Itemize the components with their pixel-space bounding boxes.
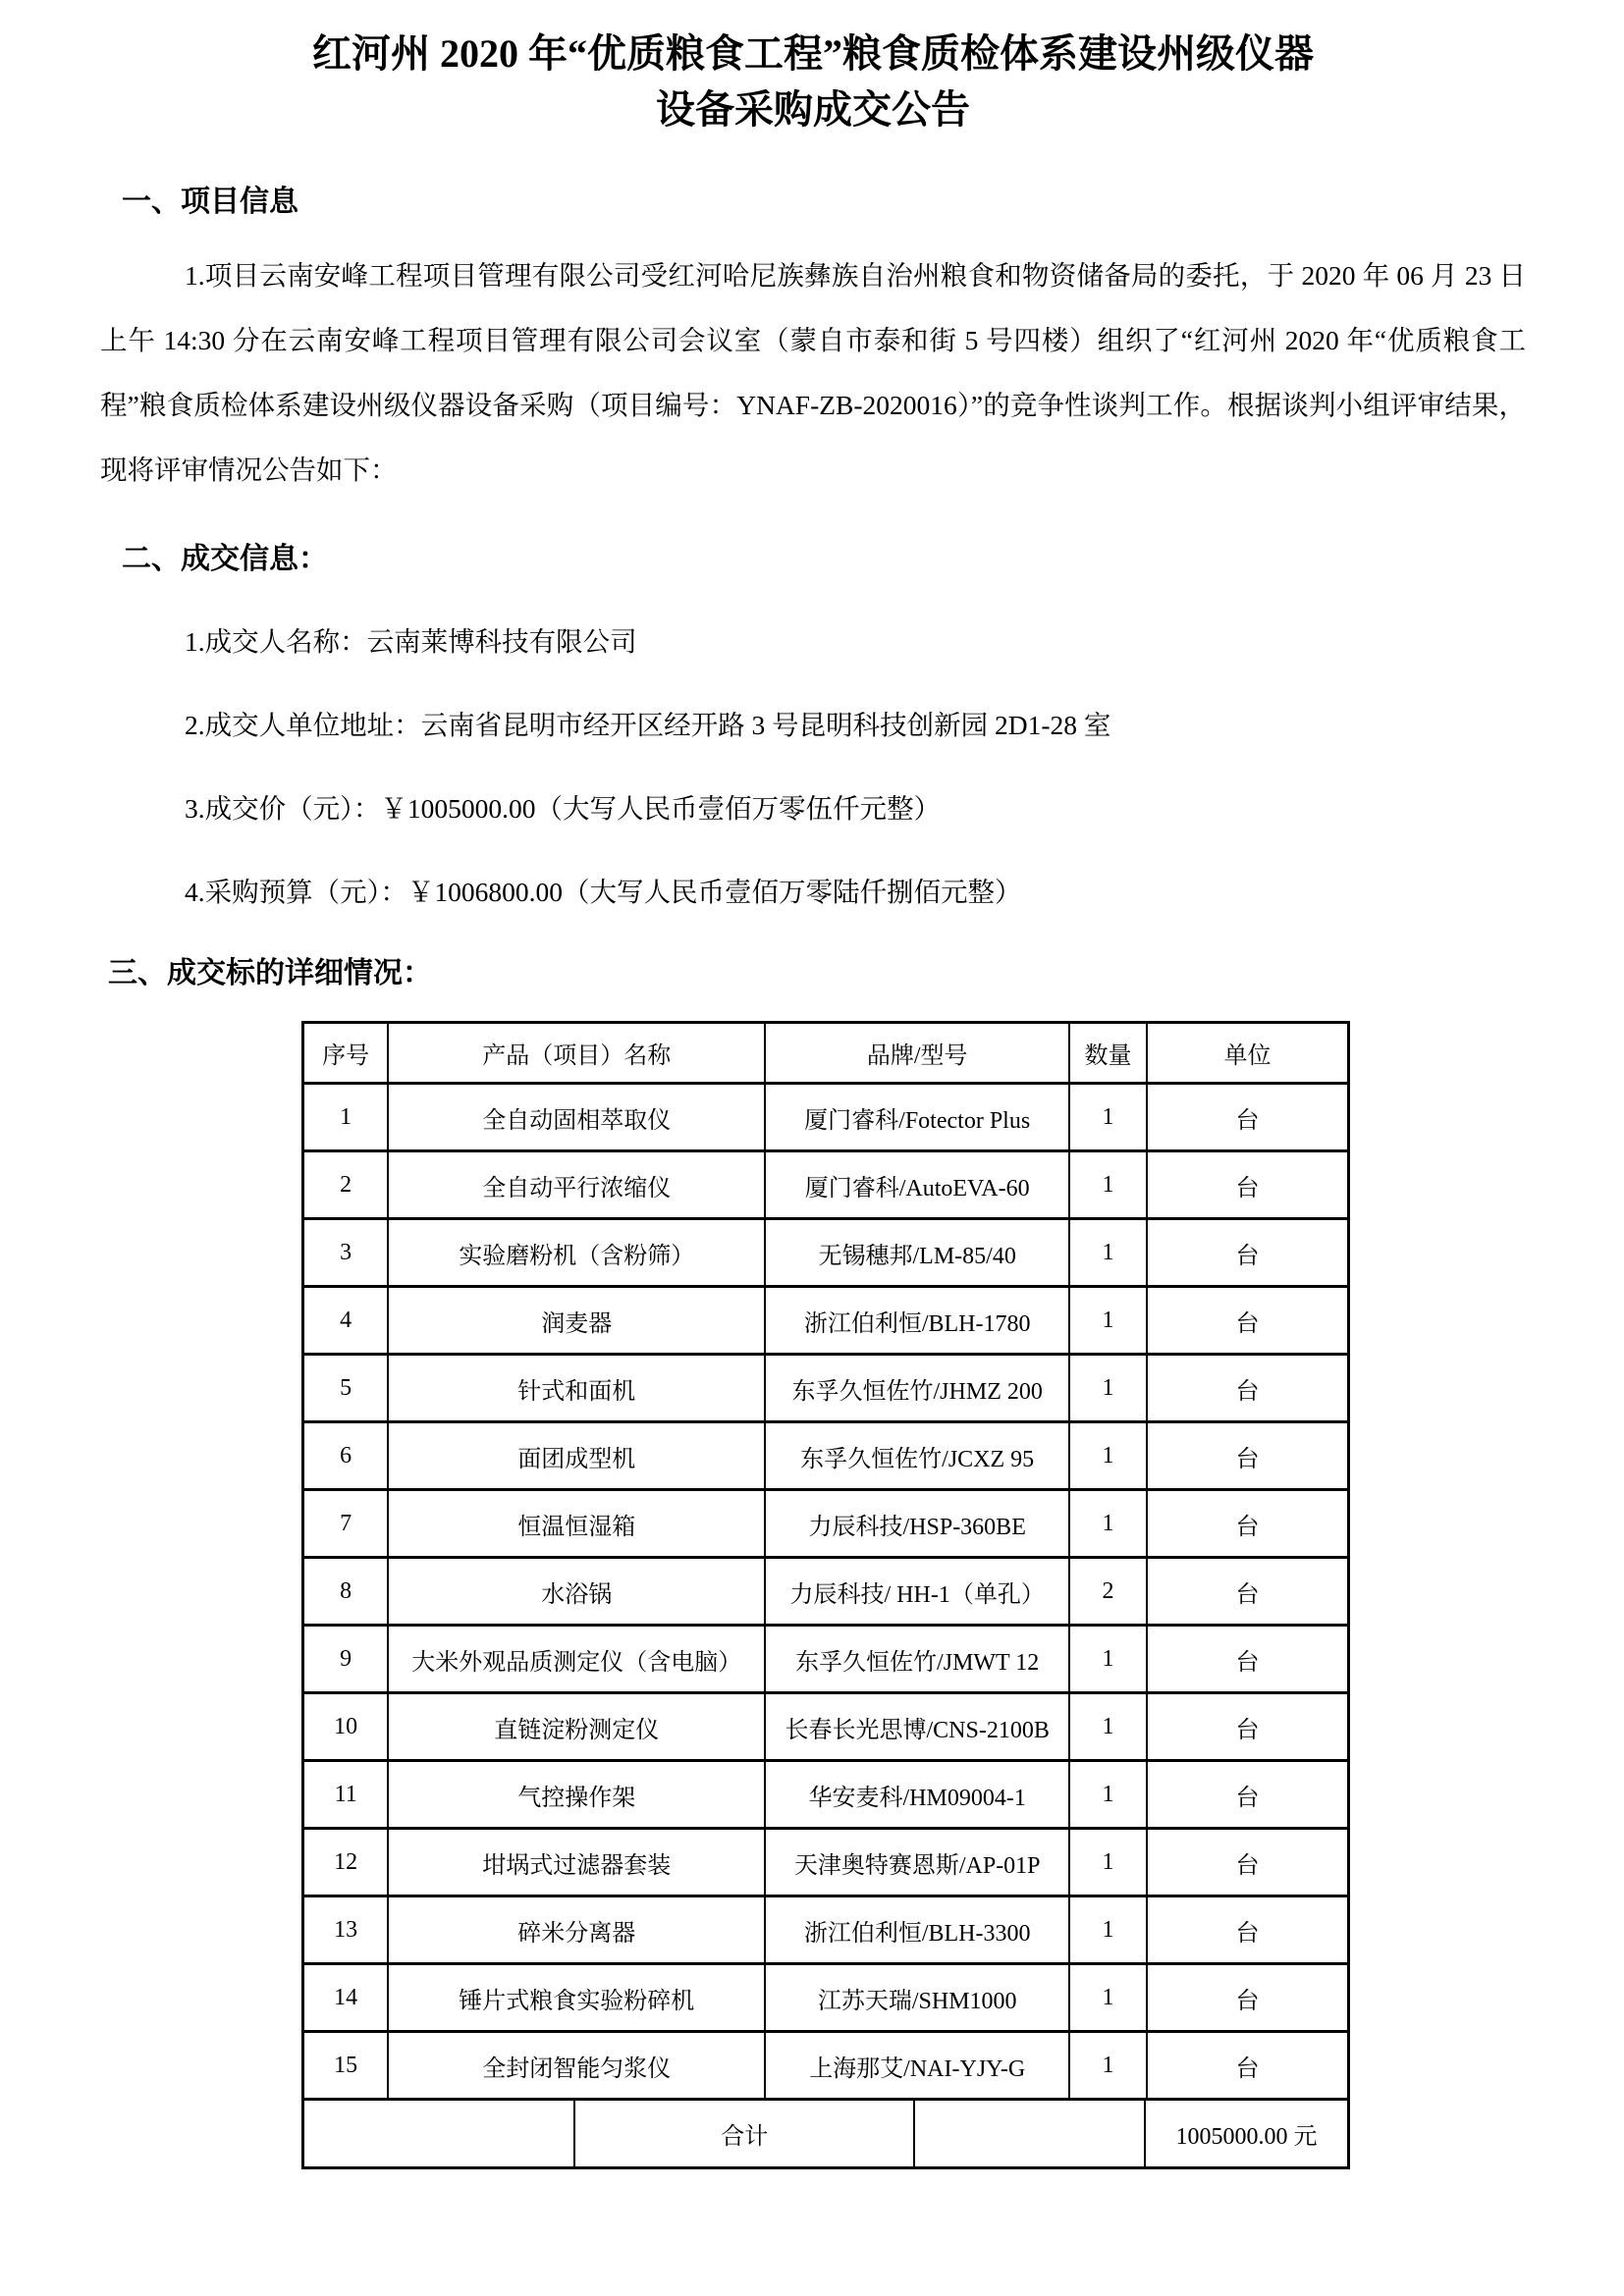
cell-index: 13 xyxy=(303,1896,389,1964)
table-row xyxy=(303,1558,1349,1626)
cell-product-name: 水浴锅 xyxy=(388,1558,765,1626)
cell-brand-model: 华安麦科/HM09004-1 xyxy=(765,1761,1069,1829)
cell-index: 5 xyxy=(303,1355,389,1422)
table-row xyxy=(303,1829,1349,1896)
total-amount: 1005000.00 元 xyxy=(1175,2124,1318,2150)
cell-product-name: 全封闭智能匀浆仪 xyxy=(388,2032,765,2100)
cell-index: 3 xyxy=(303,1219,389,1287)
cell-index: 14 xyxy=(303,1964,389,2032)
cell-quantity: 1 xyxy=(1069,1084,1147,1151)
header-cell-quantity: 数量 xyxy=(1069,1023,1147,1084)
cell-index: 12 xyxy=(303,1829,389,1896)
total-empty-cell-left xyxy=(304,2101,575,2166)
cell-index: 1 xyxy=(303,1084,389,1151)
cell-unit: 台 xyxy=(1147,1490,1349,1558)
table-row xyxy=(303,1422,1349,1490)
cell-quantity: 1 xyxy=(1069,1490,1147,1558)
table-row xyxy=(303,1287,1349,1355)
cell-unit: 台 xyxy=(1147,1355,1349,1422)
cell-quantity: 1 xyxy=(1069,1829,1147,1896)
table-row xyxy=(303,1626,1349,1693)
cell-product-name: 实验磨粉机（含粉筛） xyxy=(388,1219,765,1287)
cell-product-name: 润麦器 xyxy=(388,1287,765,1355)
cell-quantity: 1 xyxy=(1069,1151,1147,1219)
cell-brand-model: 东孚久恒佐竹/JCXZ 95 xyxy=(765,1422,1069,1490)
table-row xyxy=(303,2032,1349,2100)
cell-unit: 台 xyxy=(1147,2032,1349,2100)
cell-product-name: 面团成型机 xyxy=(388,1422,765,1490)
cell-product-name: 针式和面机 xyxy=(388,1355,765,1422)
cell-unit: 台 xyxy=(1147,1829,1349,1896)
table-row xyxy=(303,1355,1349,1422)
header-cell-brand-model: 品牌/型号 xyxy=(765,1023,1069,1084)
table-row xyxy=(303,1693,1349,1761)
cell-quantity: 1 xyxy=(1069,1287,1147,1355)
cell-index: 7 xyxy=(303,1490,389,1558)
cell-index: 6 xyxy=(303,1422,389,1490)
deal-item-winner-name: 1.成交人名称：云南莱博科技有限公司 xyxy=(185,626,637,657)
cell-brand-model: 江苏天瑞/SHM1000 xyxy=(765,1964,1069,2032)
header-cell-unit: 单位 xyxy=(1147,1023,1349,1084)
cell-index: 9 xyxy=(303,1626,389,1693)
table-row xyxy=(303,1964,1349,2032)
header-cell-index: 序号 xyxy=(303,1023,389,1084)
table-row xyxy=(303,1084,1349,1151)
total-label: 合计 xyxy=(575,2101,915,2166)
cell-brand-model: 长春长光思博/CNS-2100B xyxy=(765,1693,1069,1761)
cell-quantity: 1 xyxy=(1069,1896,1147,1964)
cell-quantity: 1 xyxy=(1069,1964,1147,2032)
cell-brand-model: 厦门睿科/AutoEVA-60 xyxy=(765,1151,1069,1219)
cell-brand-model: 东孚久恒佐竹/JMWT 12 xyxy=(765,1626,1069,1693)
table-row xyxy=(303,1151,1349,1219)
cell-unit: 台 xyxy=(1147,1693,1349,1761)
cell-brand-model: 浙江伯利恒/BLH-1780 xyxy=(765,1287,1069,1355)
cell-unit: 台 xyxy=(1147,1084,1349,1151)
section-1-heading: 一、项目信息 xyxy=(122,186,298,218)
cell-quantity: 1 xyxy=(1069,2032,1147,2100)
cell-unit: 台 xyxy=(1147,1219,1349,1287)
page-title xyxy=(100,26,1526,137)
cell-unit: 台 xyxy=(1147,1422,1349,1490)
cell-product-name: 气控操作架 xyxy=(388,1761,765,1829)
table-row xyxy=(303,1490,1349,1558)
header-cell-product-name: 产品（项目）名称 xyxy=(388,1023,765,1084)
cell-quantity: 1 xyxy=(1069,1219,1147,1287)
cell-brand-model: 厦门睿科/Fotector Plus xyxy=(765,1084,1069,1151)
cell-index: 2 xyxy=(303,1151,389,1219)
cell-unit: 台 xyxy=(1147,1964,1349,2032)
total-empty-cell-right xyxy=(915,2101,1146,2166)
cell-brand-model: 浙江伯利恒/BLH-3300 xyxy=(765,1896,1069,1964)
cell-index: 4 xyxy=(303,1287,389,1355)
deal-item-budget: 4.采购预算（元）：￥1006800.00（大写人民币壹佰万零陆仟捌佰元整） xyxy=(185,877,1022,907)
page-title-line2: 设备采购成交公告 xyxy=(656,87,970,132)
cell-brand-model: 力辰科技/ HH-1（单孔） xyxy=(765,1558,1069,1626)
cell-unit: 台 xyxy=(1147,1558,1349,1626)
page-title-line1: 红河州 2020 年“优质粮食工程”粮食质检体系建设州级仪器 xyxy=(312,31,1314,76)
cell-unit: 台 xyxy=(1147,1151,1349,1219)
cell-product-name: 碎米分离器 xyxy=(388,1896,765,1964)
cell-product-name: 锤片式粮食实验粉碎机 xyxy=(388,1964,765,2032)
cell-brand-model: 无锡穗邦/LM-85/40 xyxy=(765,1219,1069,1287)
table-total-row xyxy=(301,2101,1350,2169)
cell-index: 10 xyxy=(303,1693,389,1761)
cell-unit: 台 xyxy=(1147,1896,1349,1964)
cell-product-name: 全自动固相萃取仪 xyxy=(388,1084,765,1151)
table-header-row xyxy=(303,1023,1349,1084)
cell-product-name: 直链淀粉测定仪 xyxy=(388,1693,765,1761)
cell-quantity: 1 xyxy=(1069,1693,1147,1761)
cell-product-name: 大米外观品质测定仪（含电脑） xyxy=(388,1626,765,1693)
section-2-heading: 二、成交信息： xyxy=(122,543,328,575)
deal-item-winner-address: 2.成交人单位地址：云南省昆明市经开区经开路 3 号昆明科技创新园 2D1-28 室 xyxy=(185,710,1111,740)
section-3-heading: 三、成交标的详细情况： xyxy=(108,957,432,989)
deal-info-list xyxy=(100,623,1526,911)
cell-unit: 台 xyxy=(1147,1626,1349,1693)
cell-quantity: 1 xyxy=(1069,1761,1147,1829)
cell-index: 15 xyxy=(303,2032,389,2100)
project-info-paragraph: 1.项目云南安峰工程项目管理有限公司受红河哈尼族彝族自治州粮食和物资储备局的委托，于 2020 年 06 月 23 日上午 14:30 分在云南安峰工程项目管理有限公司会议室（蒙自市泰和街 5 号四楼）组织了“红河州 2020 年“优质粮食工程”粮食质检体系建设州级仪器设备采购（项目编号：YNAF-ZB-2020016）”的竞争性谈判工作。根据谈判小组评审结果，现将评审情况公告如下： xyxy=(100,260,1526,485)
cell-unit: 台 xyxy=(1147,1761,1349,1829)
cell-brand-model: 上海那艾/NAI-YJY-G xyxy=(765,2032,1069,2100)
cell-brand-model: 东孚久恒佐竹/JHMZ 200 xyxy=(765,1355,1069,1422)
table-row xyxy=(303,1761,1349,1829)
cell-brand-model: 力辰科技/HSP-360BE xyxy=(765,1490,1069,1558)
cell-index: 11 xyxy=(303,1761,389,1829)
award-results-table xyxy=(301,1021,1350,2101)
cell-quantity: 1 xyxy=(1069,1355,1147,1422)
cell-product-name: 恒温恒湿箱 xyxy=(388,1490,765,1558)
cell-brand-model: 天津奥特赛恩斯/AP-01P xyxy=(765,1829,1069,1896)
cell-quantity: 2 xyxy=(1069,1558,1147,1626)
cell-quantity: 1 xyxy=(1069,1626,1147,1693)
table-row xyxy=(303,1219,1349,1287)
cell-quantity: 1 xyxy=(1069,1422,1147,1490)
cell-index: 8 xyxy=(303,1558,389,1626)
cell-unit: 台 xyxy=(1147,1287,1349,1355)
cell-product-name: 坩埚式过滤器套装 xyxy=(388,1829,765,1896)
table-row xyxy=(303,1896,1349,1964)
cell-product-name: 全自动平行浓缩仪 xyxy=(388,1151,765,1219)
deal-item-award-price: 3.成交价（元）：￥1005000.00（大写人民币壹佰万零伍仟元整） xyxy=(185,793,941,824)
